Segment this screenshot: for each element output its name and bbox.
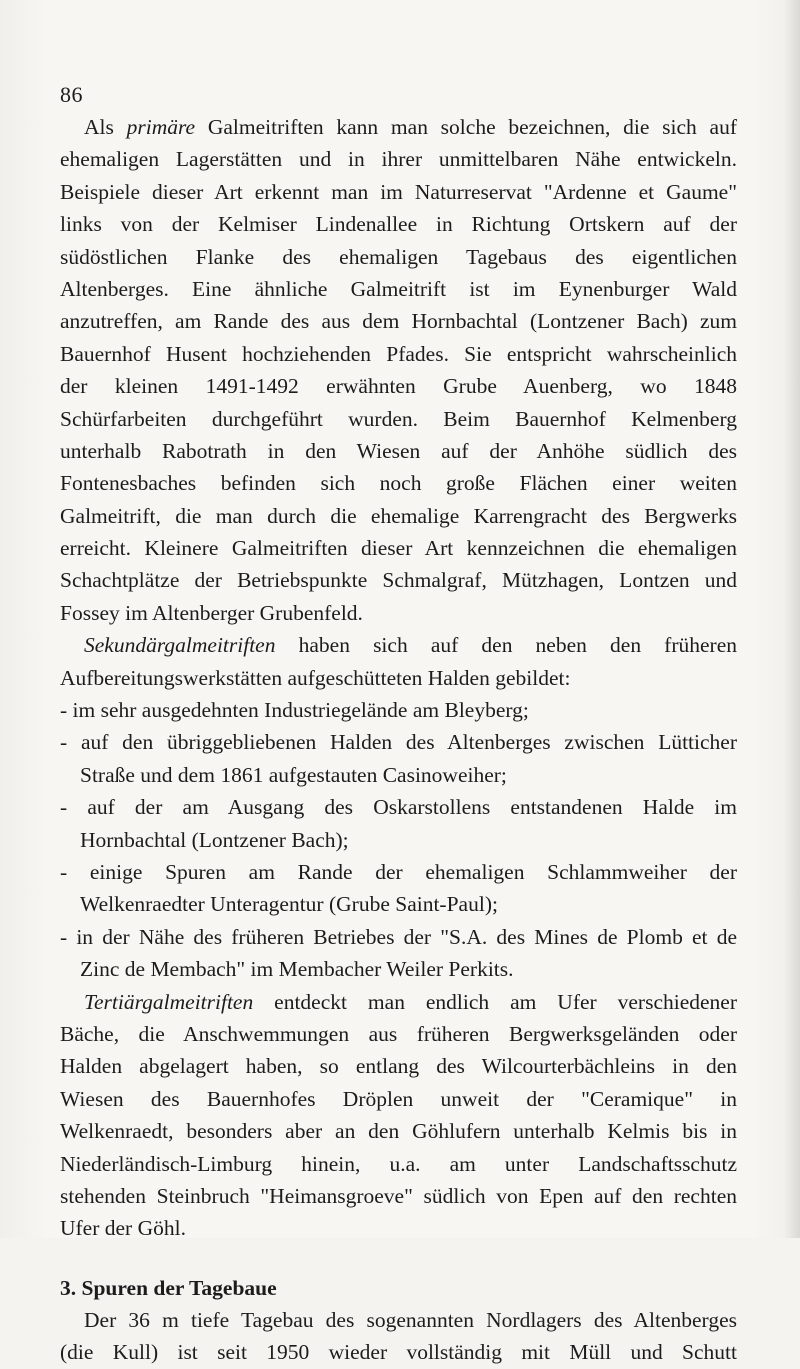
text-line: Schachtplätze der Betriebspunkte Schmalgraf, Mützhagen, Lontzen und — [60, 568, 737, 593]
italic-term: primäre — [126, 115, 196, 139]
text-line: Wiesen des Bauernhofes Dröplen unweit der "Ceramique" in — [60, 1086, 737, 1111]
text-line: Bauernhof Husent hochziehenden Pfades. Sie entspricht wahrscheinlich — [60, 341, 737, 366]
text-line: anzutreffen, am Rande des aus dem Hornbachtal (Lontzener Bach) zum — [60, 309, 737, 334]
page-edge-shadow — [784, 0, 800, 1238]
text-line: links von der Kelmiser Lindenallee in Richtung Ortskern auf der — [60, 212, 737, 237]
text-line: Fossey im Altenberger Grubenfeld. — [60, 600, 363, 625]
text-line: Welkenraedt, besonders aber an den Göhlufern unterhalb Kelmis bis in — [60, 1119, 737, 1144]
text-line: Ufer der Göhl. — [60, 1216, 186, 1241]
page-body — [60, 111, 737, 1369]
text-line: stehenden Steinbruch "Heimansgroeve" südlich von Epen auf den rechten — [60, 1183, 737, 1208]
text-line: Schürfarbeiten durchgeführt wurden. Beim Bauernhof Kelmenberg — [60, 406, 737, 431]
italic-term: Tertiärgalmeitriften — [84, 989, 254, 1014]
text-line: Niederländisch-Limburg hinein, u.a. am unter Landschaftsschutz — [60, 1151, 737, 1176]
list-item-continuation: Zinc de Membach" im Membacher Weiler Perkits. — [80, 957, 514, 982]
text-line: Bäche, die Anschwemmungen aus früheren Bergwerksgeländen oder — [60, 1021, 737, 1046]
text-line: südöstlichen Flanke des ehemaligen Tagebaus des eigentlichen — [60, 244, 737, 269]
list-item: - einige Spuren am Rande der ehemaligen Schlammweiher der — [60, 859, 737, 884]
text-line: Aufbereitungswerkstätten aufgeschütteten Halden gebildet: — [60, 665, 571, 690]
text-line: Sekundärgalmeitriften haben sich auf den neben den früheren — [84, 633, 737, 658]
text-line: Fontenesbaches befinden sich noch große Flächen einer weiten — [60, 471, 737, 496]
text-line: Der 36 m tiefe Tagebau des sogenannten Nordlagers des Altenberges — [84, 1308, 737, 1333]
page-number: 86 — [60, 82, 83, 107]
list-item: - auf den übriggebliebenen Halden des Altenberges zwischen Lütticher — [60, 730, 737, 755]
list-item-continuation: Hornbachtal (Lontzener Bach); — [80, 827, 349, 852]
text-line: erreicht. Kleinere Galmeitriften dieser Art kennzeichnen die ehemaligen — [60, 536, 737, 561]
section-heading: 3. Spuren der Tagebaue — [60, 1275, 277, 1300]
list-item: - auf der am Ausgang des Oskarstollens entstandenen Halde im — [60, 795, 737, 820]
text-line: (die Kull) ist seit 1950 wieder vollständig mit Müll und Schutt — [60, 1340, 737, 1365]
text-line: Beispiele dieser Art erkennt man im Naturreservat "Ardenne et Gaume" — [60, 179, 737, 204]
text-line: unterhalb Rabotrath in den Wiesen auf der Anhöhe südlich des — [60, 438, 737, 463]
list-item-continuation: Straße und dem 1861 aufgestauten Casinoweiher; — [80, 762, 507, 787]
text-line: Tertiärgalmeitriften entdeckt man endlich am Ufer verschiedener — [84, 989, 737, 1014]
list-item: - im sehr ausgedehnten Industriegelände am Bleyberg; — [60, 698, 529, 723]
text-line: Altenberges. Eine ähnliche Galmeitrift ist im Eynenburger Wald — [60, 276, 737, 301]
text-line: Halden abgelagert haben, so entlang des Wilcourterbächleins in den — [60, 1054, 737, 1079]
list-item-continuation: Welkenraedter Unteragentur (Grube Saint-Paul); — [80, 892, 498, 917]
list-item: - in der Nähe des früheren Betriebes der "S.A. des Mines de Plomb et de — [60, 924, 737, 949]
text-line: ehemaligen Lagerstätten und in ihrer unmittelbaren Nähe entwickeln. — [60, 147, 737, 172]
italic-term: Sekundärgalmeitriften — [84, 633, 276, 658]
text-line: der kleinen 1491-1492 erwähnten Grube Auenberg, wo 1848 — [60, 374, 737, 399]
text-line: Galmeitrift, die man durch die ehemalige Karrengracht des Bergwerks — [60, 503, 737, 528]
text-line: Als primäre Galmeitriften kann man solche bezeichnen, die sich auf — [84, 115, 737, 139]
